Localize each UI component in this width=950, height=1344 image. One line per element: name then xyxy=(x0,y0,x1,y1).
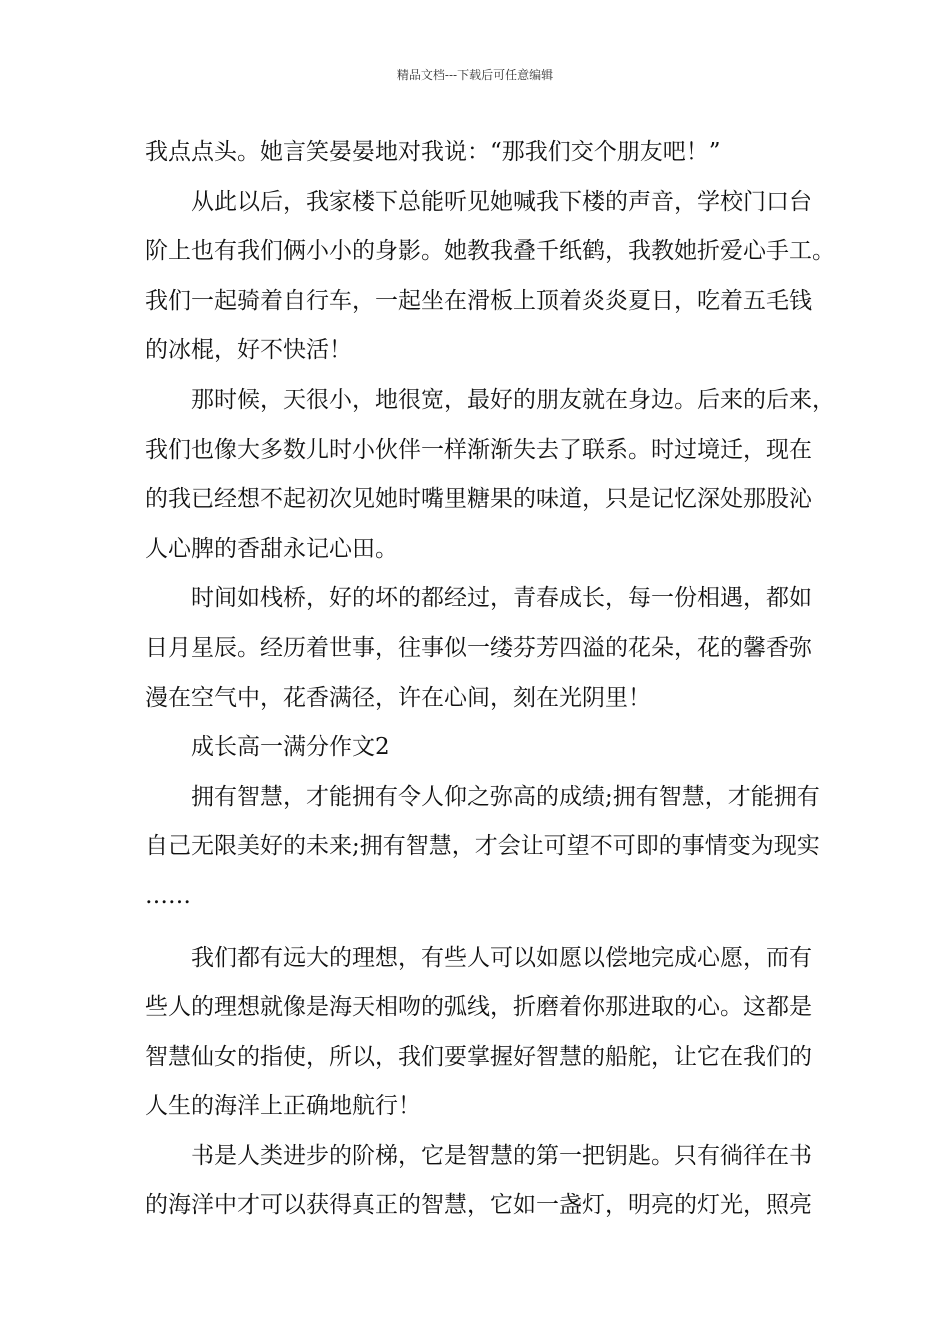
text-line: 那时候，天很小，地很宽，最好的朋友就在身边。后来的后来， xyxy=(191,386,835,413)
paragraph-gap xyxy=(145,922,835,934)
text-line: 我们都有远大的理想，有些人可以如愿以偿地完成心愿，而有 xyxy=(191,944,812,971)
text-line: 我们一起骑着自行车，一起坐在滑板上顶着炎炎夏日，吃着五毛钱 xyxy=(145,287,812,314)
text-line: 智慧仙女的指使，所以，我们要掌握好智慧的船舵，让它在我们的 xyxy=(145,1043,812,1070)
text-line: 的海洋中才可以获得真正的智慧，它如一盏灯，明亮的灯光，照亮 xyxy=(145,1192,812,1219)
document-body xyxy=(145,128,835,1231)
text-line: 日月星辰。经历着世事，往事似一缕芬芳四溢的花朵，花的馨香弥 xyxy=(145,634,812,661)
text-line: 漫在空气中，花香满径，许在心间，刻在光阴里！ xyxy=(145,684,651,711)
page-header: 精品文档---下载后可任意编辑 xyxy=(396,68,554,82)
text-line: 时间如栈桥，好的坏的都经过，青春成长，每一份相遇，都如 xyxy=(191,585,812,612)
text-line: 的冰棍，好不快活！ xyxy=(145,337,352,364)
text-line: 的我已经想不起初次见她时嘴里糖果的味道，只是记忆深处那股沁 xyxy=(145,486,812,513)
text-line: 书是人类进步的阶梯，它是智慧的第一把钥匙。只有徜徉在书 xyxy=(191,1142,812,1169)
text-line: 人心脾的香甜永记心田。 xyxy=(145,535,398,562)
text-line: 阶上也有我们俩小小的身影。她教我叠千纸鹤，我教她折爱心手工。 xyxy=(145,238,835,265)
text-line: 成长高一满分作文2 xyxy=(191,734,390,761)
text-line: 人生的海洋上正确地航行！ xyxy=(145,1093,421,1120)
text-line: 我们也像大多数儿时小伙伴一样渐渐失去了联系。时过境迁，现在 xyxy=(145,436,812,463)
text-line: 自己无限美好的未来;拥有智慧，才会让可望不可即的事情变为现实 xyxy=(145,833,820,860)
text-line: 从此以后，我家楼下总能听见她喊我下楼的声音，学校门口台 xyxy=(191,188,812,215)
text-line: 拥有智慧，才能拥有令人仰之弥高的成绩;拥有智慧，才能拥有 xyxy=(191,783,820,810)
text-line: …… xyxy=(145,882,191,909)
text-line: 我点点头。她言笑晏晏地对我说：“那我们交个朋友吧！” xyxy=(145,139,721,165)
text-line: 些人的理想就像是海天相吻的弧线，折磨着你那进取的心。这都是 xyxy=(145,994,812,1021)
